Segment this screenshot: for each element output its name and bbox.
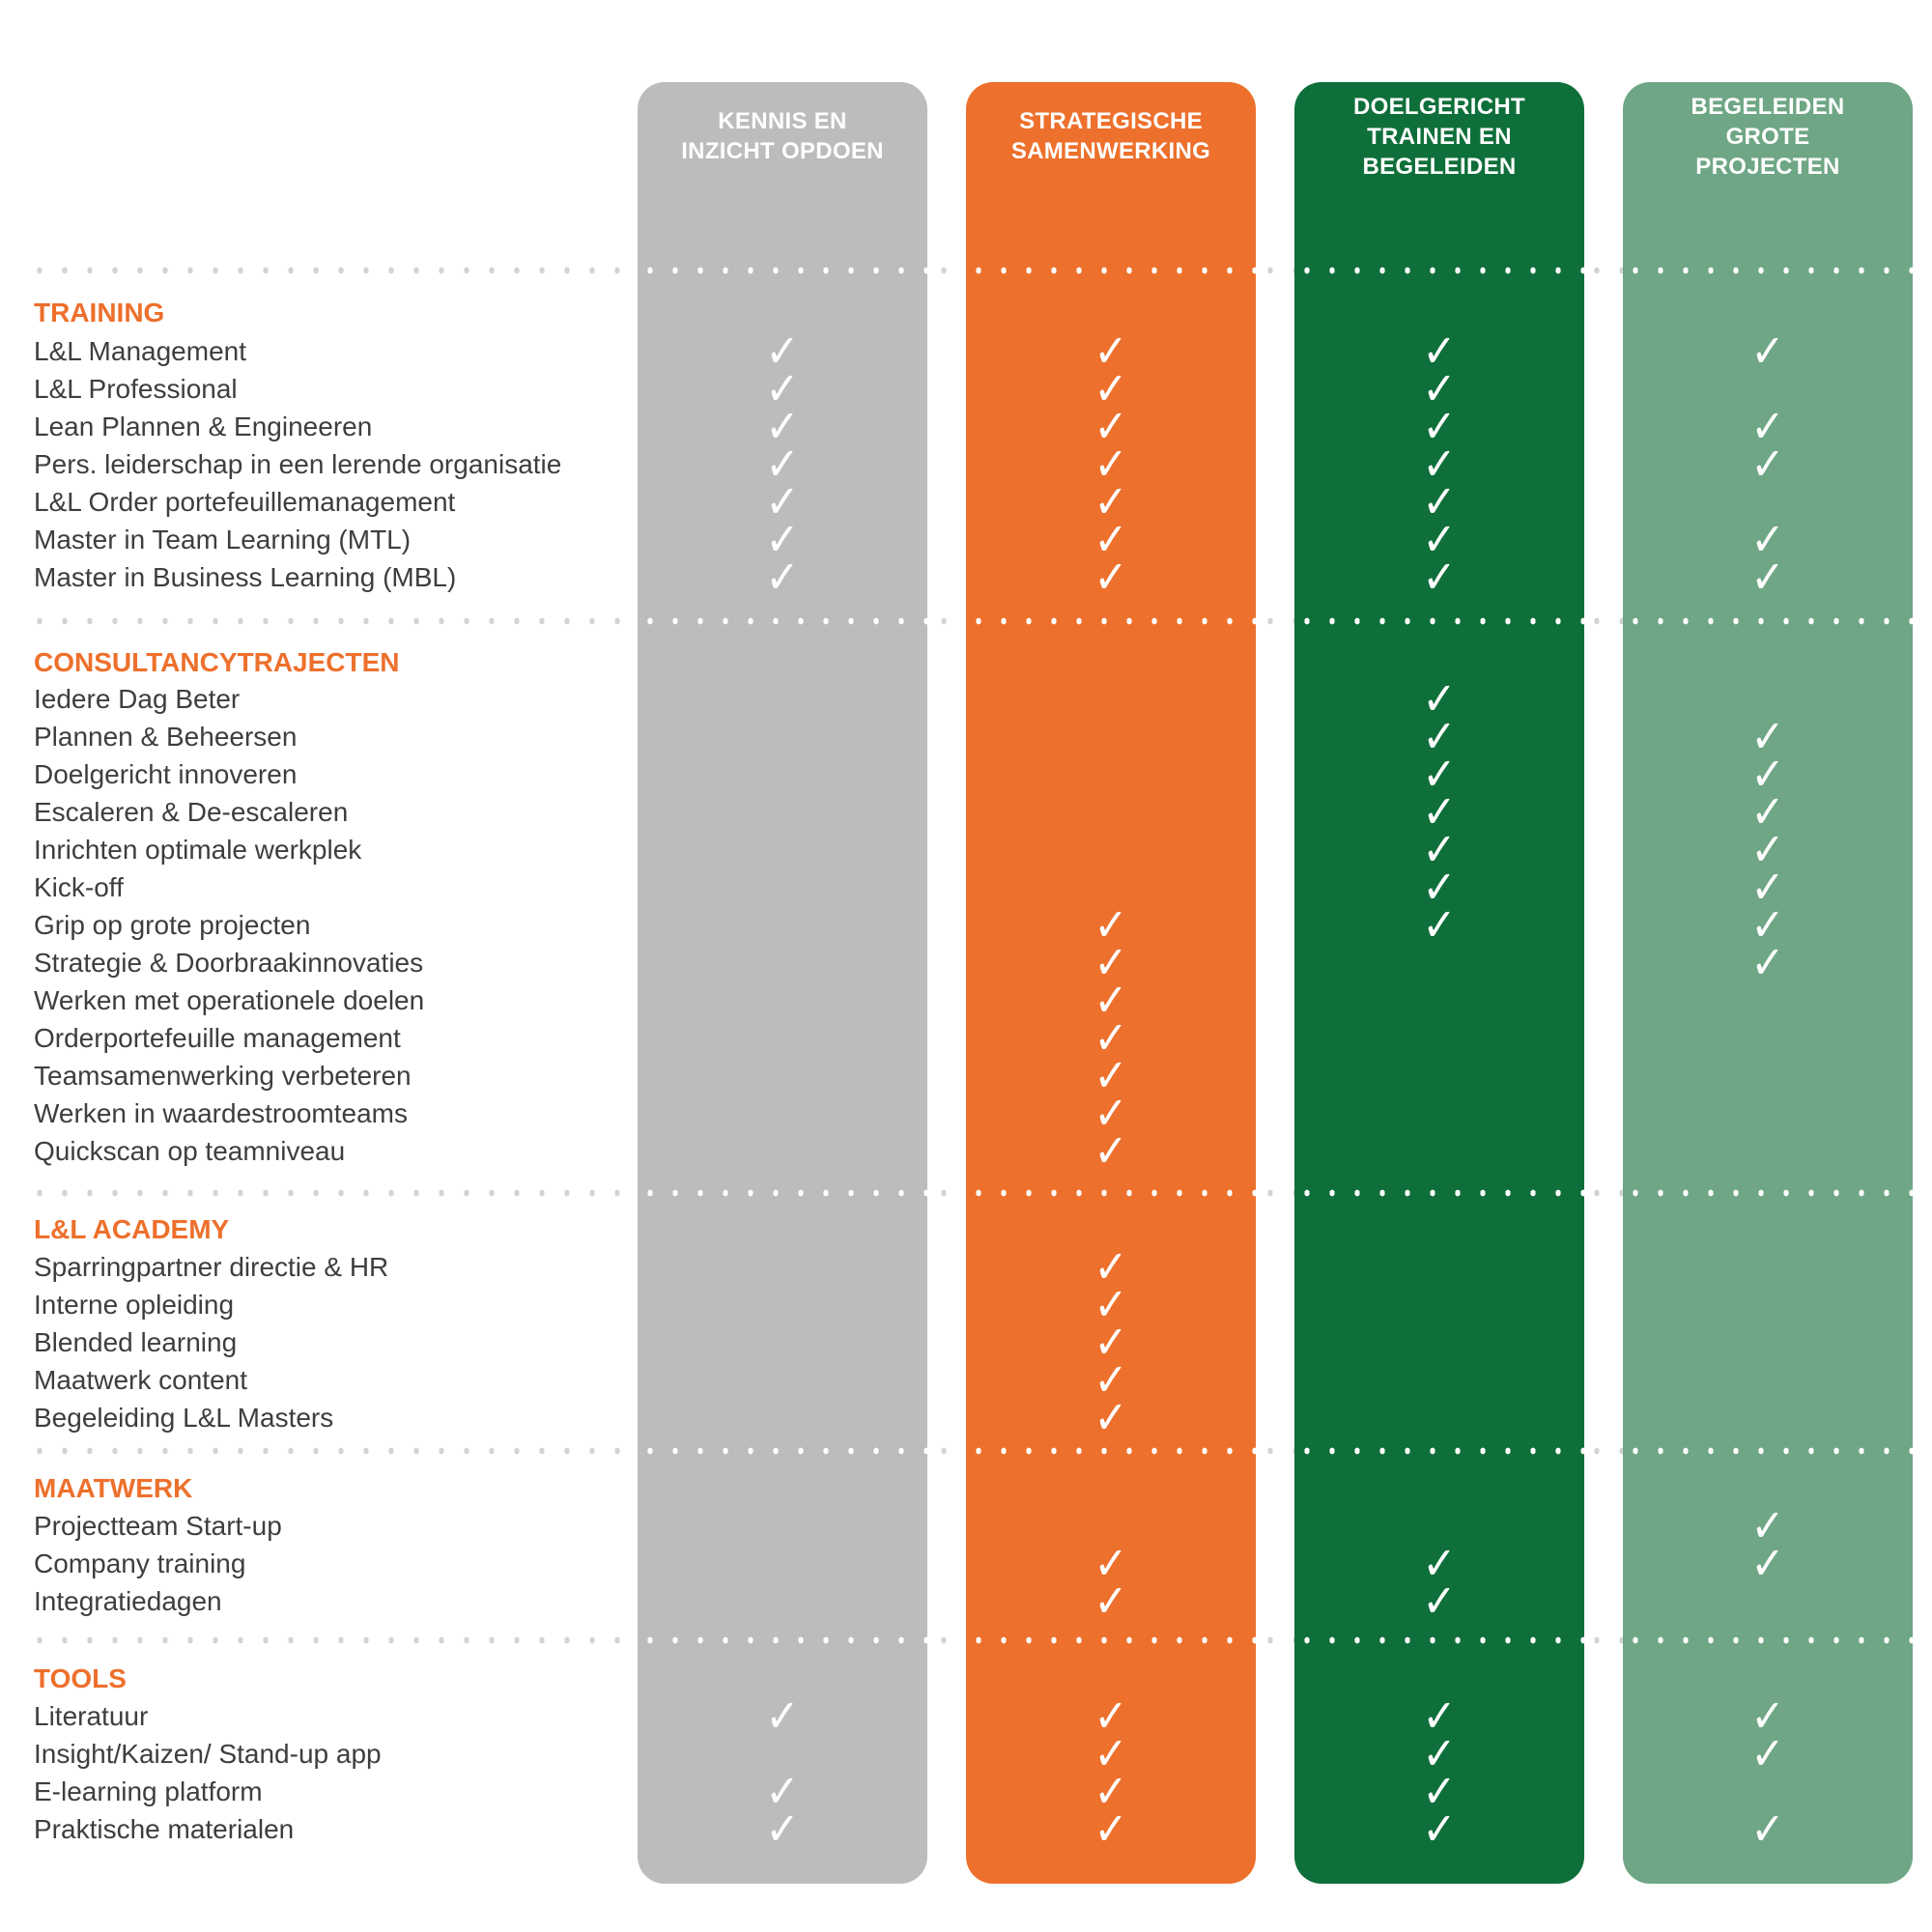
check-icon: ✓ xyxy=(1750,551,1785,604)
row-label: Master in Business Learning (MBL) xyxy=(34,562,457,592)
section-title: CONSULTANCYTRAJECTEN xyxy=(34,647,400,677)
check-icon: ✓ xyxy=(765,438,800,491)
dotted-separator xyxy=(27,265,1917,276)
column-title-line: BEGELEIDEN xyxy=(1690,93,1845,120)
separator-segment xyxy=(1294,1634,1584,1646)
check-icon: ✓ xyxy=(1750,785,1785,838)
column-title-line: DOELGERICHT xyxy=(1353,93,1525,120)
check-icon: ✓ xyxy=(1422,861,1457,914)
check-icon: ✓ xyxy=(1094,551,1128,604)
row-label: Teamsamenwerking verbeteren xyxy=(34,1061,412,1091)
column-title-line: PROJECTEN xyxy=(1695,153,1840,180)
check-icon: ✓ xyxy=(1750,936,1785,989)
check-icon: ✓ xyxy=(1750,823,1785,876)
check-icon: ✓ xyxy=(1750,748,1785,801)
dotted-separator xyxy=(27,1634,1917,1646)
separator-segment xyxy=(1623,1187,1913,1199)
separator-segment xyxy=(1623,1634,1913,1646)
check-icon: ✓ xyxy=(1094,1537,1128,1590)
check-icon: ✓ xyxy=(1750,710,1785,763)
check-icon: ✓ xyxy=(1422,362,1457,415)
check-icon: ✓ xyxy=(1750,1537,1785,1590)
row-label: Maatwerk content xyxy=(34,1365,247,1395)
check-icon: ✓ xyxy=(1094,1803,1128,1856)
check-icon: ✓ xyxy=(1422,551,1457,604)
row-label: Strategie & Doorbraakinnovaties xyxy=(34,948,424,978)
row-label: Sparringpartner directie & HR xyxy=(34,1252,389,1282)
check-icon: ✓ xyxy=(1422,1537,1457,1590)
check-icon: ✓ xyxy=(1422,672,1457,725)
check-icon: ✓ xyxy=(1094,400,1128,453)
check-icon: ✓ xyxy=(1094,1690,1128,1743)
check-icon: ✓ xyxy=(1094,1353,1128,1406)
separator-segment xyxy=(638,265,927,276)
check-icon: ✓ xyxy=(1750,898,1785,952)
row-label: L&L Professional xyxy=(34,374,238,404)
dotted-separator xyxy=(27,615,1917,627)
row-label: Integratiedagen xyxy=(34,1586,222,1616)
row-label: Pers. leiderschap in een lerende organisatie xyxy=(34,449,562,479)
check-icon: ✓ xyxy=(1094,1087,1128,1140)
check-icon: ✓ xyxy=(1750,438,1785,491)
separator-segment xyxy=(1294,615,1584,627)
row-label: L&L Order portefeuillemanagement xyxy=(34,487,456,517)
separator-segment xyxy=(966,265,1256,276)
check-icon: ✓ xyxy=(765,551,800,604)
column-title-line: BEGELEIDEN xyxy=(1362,153,1517,180)
check-icon: ✓ xyxy=(1094,1316,1128,1369)
separator-segment xyxy=(1294,1445,1584,1457)
separator-segment xyxy=(1623,265,1913,276)
row-label: Master in Team Learning (MTL) xyxy=(34,525,412,554)
check-icon: ✓ xyxy=(1094,936,1128,989)
row-label: E-learning platform xyxy=(34,1776,263,1806)
check-icon: ✓ xyxy=(765,325,800,378)
check-icon: ✓ xyxy=(765,400,800,453)
row-label: Doelgericht innoveren xyxy=(34,759,298,789)
check-icon: ✓ xyxy=(1750,1727,1785,1780)
row-label: Inrichten optimale werkplek xyxy=(34,835,362,865)
dotted-separator xyxy=(27,1187,1917,1199)
separator-segment xyxy=(966,615,1256,627)
check-icon: ✓ xyxy=(765,513,800,566)
check-icon: ✓ xyxy=(765,1765,800,1818)
row-label: Quickscan op teamniveau xyxy=(34,1136,346,1166)
check-icon: ✓ xyxy=(1094,1240,1128,1293)
column-title-line: INZICHT OPDOEN xyxy=(681,138,884,164)
separator-segment xyxy=(1294,1187,1584,1199)
check-icon: ✓ xyxy=(1422,513,1457,566)
check-icon: ✓ xyxy=(1094,898,1128,952)
check-icon: ✓ xyxy=(1750,325,1785,378)
check-icon: ✓ xyxy=(1750,1803,1785,1856)
separator-segment xyxy=(1623,1445,1913,1457)
check-icon: ✓ xyxy=(1422,785,1457,838)
check-icon: ✓ xyxy=(1750,513,1785,566)
check-icon: ✓ xyxy=(1094,1011,1128,1065)
check-icon: ✓ xyxy=(1094,1049,1128,1102)
row-label: Werken met operationele doelen xyxy=(34,985,425,1015)
check-icon: ✓ xyxy=(765,1690,800,1743)
check-icon: ✓ xyxy=(765,475,800,528)
check-icon: ✓ xyxy=(765,362,800,415)
row-label: Iedere Dag Beter xyxy=(34,684,241,714)
column-header-strategische xyxy=(966,82,1256,190)
check-icon: ✓ xyxy=(1422,438,1457,491)
column-header-doelgericht xyxy=(1294,82,1584,190)
check-icon: ✓ xyxy=(1094,1575,1128,1628)
check-icon: ✓ xyxy=(1750,1690,1785,1743)
check-icon: ✓ xyxy=(1422,710,1457,763)
check-icon: ✓ xyxy=(1094,438,1128,491)
row-label: Insight/Kaizen/ Stand-up app xyxy=(34,1739,382,1769)
check-icon: ✓ xyxy=(1750,861,1785,914)
check-icon: ✓ xyxy=(1422,400,1457,453)
section-title: L&L ACADEMY xyxy=(34,1214,230,1244)
check-icon: ✓ xyxy=(1422,823,1457,876)
separator-segment xyxy=(966,1187,1256,1199)
separator-segment xyxy=(1294,265,1584,276)
check-icon: ✓ xyxy=(765,1803,800,1856)
check-icon: ✓ xyxy=(1094,475,1128,528)
check-icon: ✓ xyxy=(1094,1727,1128,1780)
row-label: Grip op grote projecten xyxy=(34,910,311,940)
check-icon: ✓ xyxy=(1094,325,1128,378)
separator-segment xyxy=(638,1445,927,1457)
check-icon: ✓ xyxy=(1422,1765,1457,1818)
check-icon: ✓ xyxy=(1422,325,1457,378)
check-icon: ✓ xyxy=(1094,1124,1128,1178)
separator-segment xyxy=(638,1187,927,1199)
row-label: Kick-off xyxy=(34,872,124,902)
check-icon: ✓ xyxy=(1422,475,1457,528)
column-title-line: SAMENWERKING xyxy=(1010,138,1211,164)
check-icon: ✓ xyxy=(1094,1391,1128,1444)
check-icon: ✓ xyxy=(1422,748,1457,801)
separator-segment xyxy=(966,1445,1256,1457)
check-icon: ✓ xyxy=(1094,362,1128,415)
row-label: Interne opleiding xyxy=(34,1290,235,1320)
check-icon: ✓ xyxy=(1422,1803,1457,1856)
row-label: Projectteam Start-up xyxy=(34,1511,282,1541)
column-header-begeleiden xyxy=(1623,82,1913,190)
check-icon: ✓ xyxy=(1094,974,1128,1027)
row-label: Begeleiding L&L Masters xyxy=(34,1403,334,1433)
row-label: Werken in waardestroomteams xyxy=(34,1098,408,1128)
check-icon: ✓ xyxy=(1422,1575,1457,1628)
separator-segment xyxy=(966,1634,1256,1646)
row-label: Praktische materialen xyxy=(34,1814,295,1844)
row-label: Plannen & Beheersen xyxy=(34,722,298,752)
check-icon: ✓ xyxy=(1094,1765,1128,1818)
check-icon: ✓ xyxy=(1094,1278,1128,1331)
separator-segment xyxy=(1623,615,1913,627)
column-title-line: GROTE xyxy=(1725,123,1810,150)
column-title-line: STRATEGISCHE xyxy=(1019,108,1203,134)
section-title: TOOLS xyxy=(34,1663,127,1693)
check-icon: ✓ xyxy=(1750,1499,1785,1552)
column-title-line: KENNIS EN xyxy=(718,108,847,134)
check-icon: ✓ xyxy=(1750,400,1785,453)
check-icon: ✓ xyxy=(1422,1690,1457,1743)
column-title-line: TRAINEN EN xyxy=(1367,123,1512,150)
row-label: L&L Management xyxy=(34,336,246,366)
row-label: Blended learning xyxy=(34,1327,238,1357)
section-title: MAATWERK xyxy=(34,1473,193,1503)
check-icon: ✓ xyxy=(1094,513,1128,566)
check-icon: ✓ xyxy=(1422,1727,1457,1780)
row-label: Company training xyxy=(34,1548,246,1578)
column-header-kennis xyxy=(638,82,927,190)
check-icon: ✓ xyxy=(1422,898,1457,952)
separator-segment xyxy=(638,615,927,627)
dotted-separator xyxy=(27,1445,1917,1457)
row-label: Lean Plannen & Engineeren xyxy=(34,412,373,441)
section-title: TRAINING xyxy=(34,298,165,327)
separator-segment xyxy=(638,1634,927,1646)
row-label: Escaleren & De-escaleren xyxy=(34,797,349,827)
row-label: Orderportefeuille management xyxy=(34,1023,401,1053)
row-label: Literatuur xyxy=(34,1701,149,1731)
